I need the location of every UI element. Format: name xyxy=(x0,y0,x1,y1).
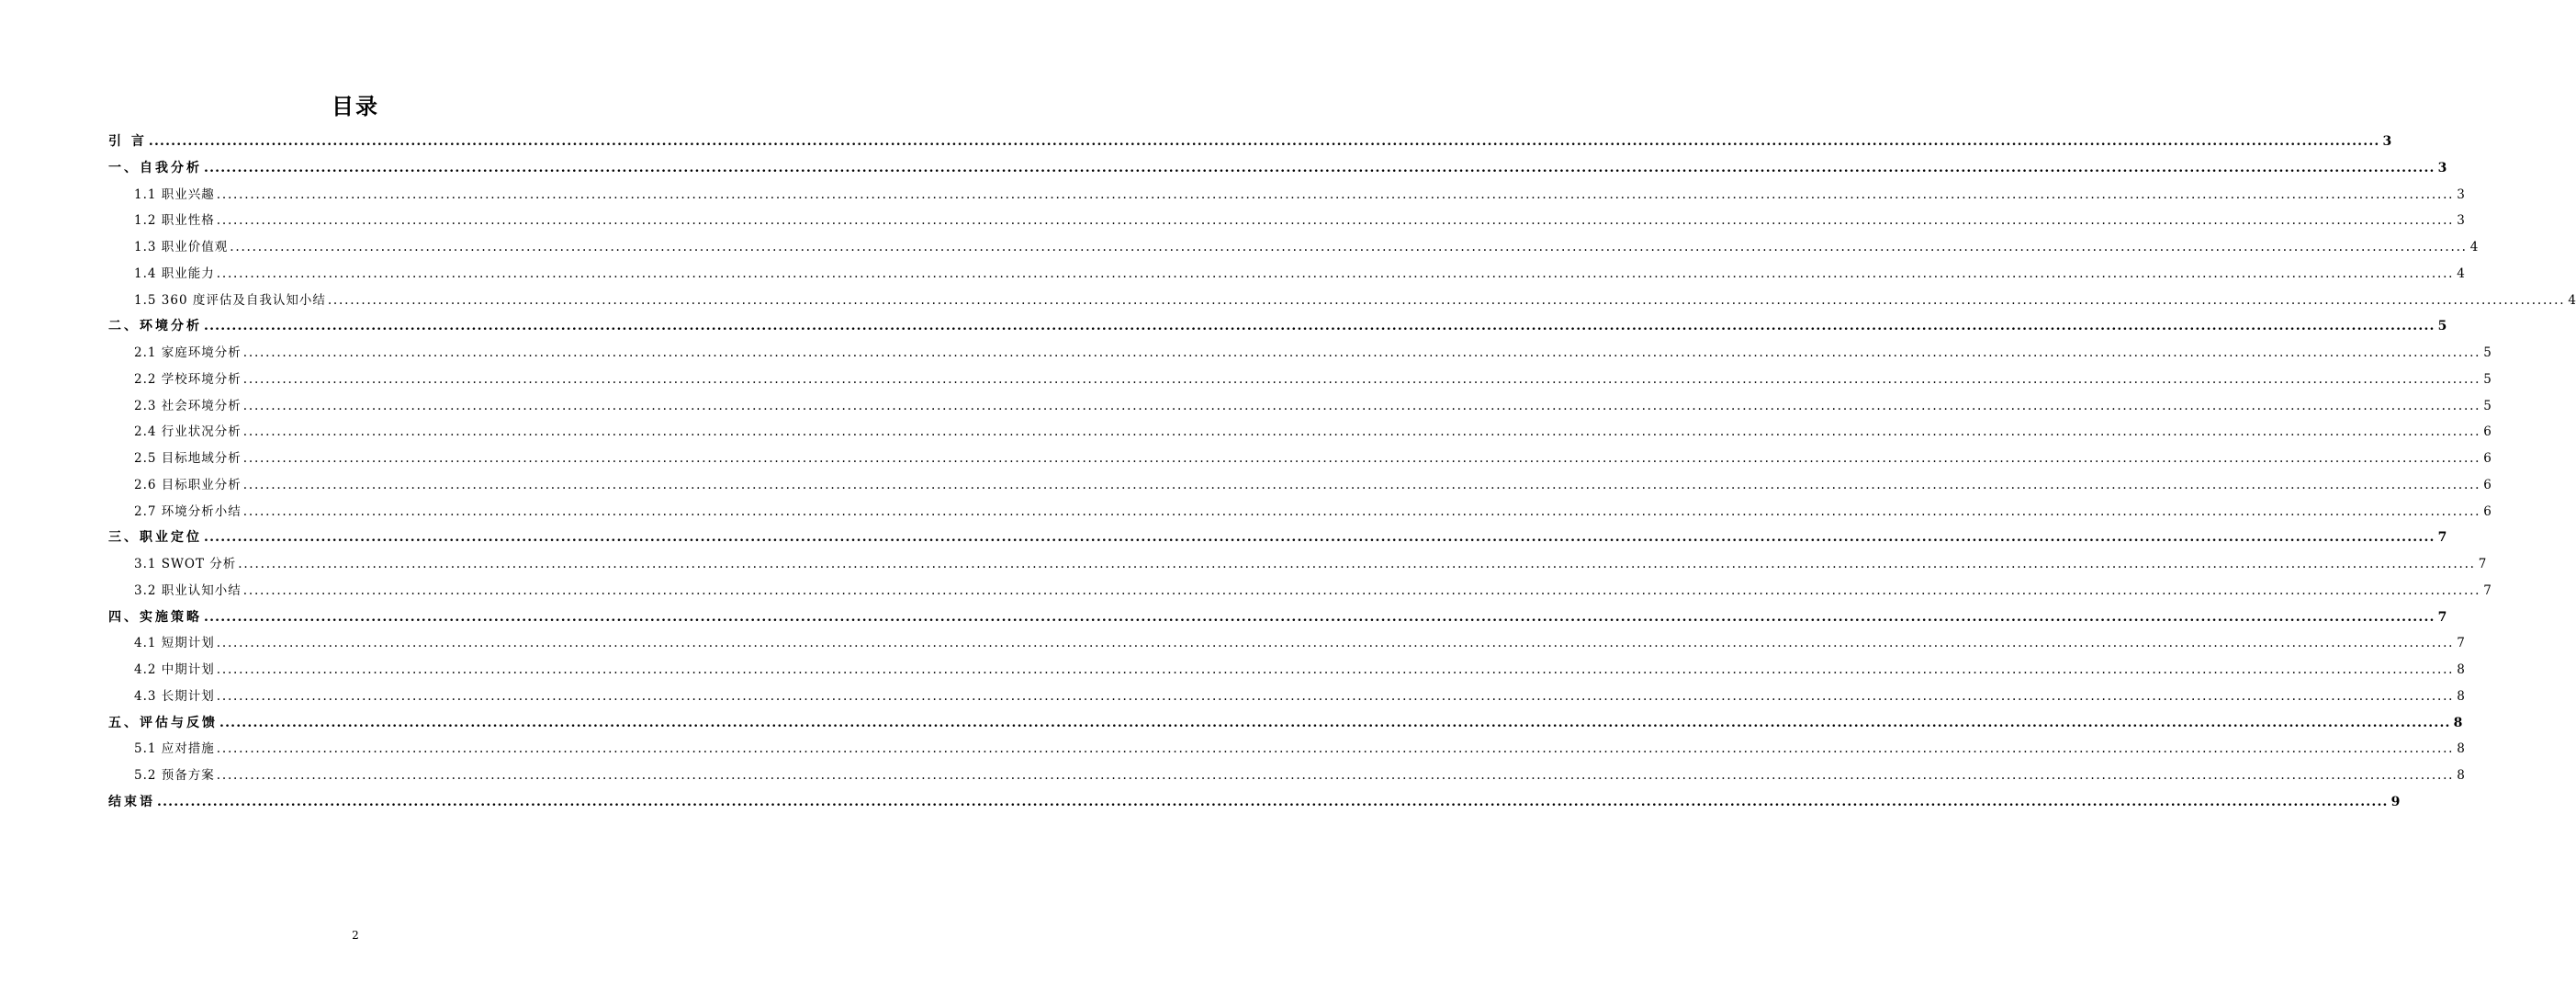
toc-chapter-entry[interactable] xyxy=(108,313,2447,340)
toc-leader-dots: ................................................................................................................................................................................................................................................................................................................................................................................................................ xyxy=(148,134,2380,149)
toc-section-entry[interactable] xyxy=(108,763,2465,789)
toc-entry-page-number: 7 xyxy=(2457,636,2465,651)
toc-section-entry[interactable] xyxy=(108,340,2492,367)
toc-entry-label: 四、实施策略 xyxy=(108,609,202,625)
toc-chapter-entry[interactable] xyxy=(108,155,2447,182)
toc-entry-page-number: 5 xyxy=(2483,398,2492,413)
toc-entry-label: 4.2 中期计划 xyxy=(134,662,215,677)
toc-entry-page-number: 8 xyxy=(2457,768,2465,783)
toc-entry-page-number: 4 xyxy=(2457,266,2465,281)
toc-entry-label: 4.1 短期计划 xyxy=(134,636,215,651)
toc-section-entry[interactable] xyxy=(108,657,2465,684)
toc-leader-dots: ................................................................................................................................................................................................................................................................................................................................................................................................................ xyxy=(216,636,2455,651)
toc-entry-label: 一、自我分析 xyxy=(108,160,202,175)
toc-entry-page-number: 8 xyxy=(2457,662,2465,677)
toc-entry-label: 1.3 职业价值观 xyxy=(134,240,229,254)
toc-leader-dots: ................................................................................................................................................................................................................................................................................................................................................................................................................ xyxy=(204,609,2435,625)
toc-leader-dots: ................................................................................................................................................................................................................................................................................................................................................................................................................ xyxy=(242,582,2481,598)
toc-leader-dots: ................................................................................................................................................................................................................................................................................................................................................................................................................ xyxy=(216,662,2455,677)
toc-entry-label: 1.2 职业性格 xyxy=(134,213,215,229)
toc-entry-label: 三、职业定位 xyxy=(108,530,202,546)
toc-leader-dots: ................................................................................................................................................................................................................................................................................................................................................................................................................ xyxy=(219,715,2451,730)
toc-entry-label: 2.1 家庭环境分析 xyxy=(134,345,242,360)
toc-entry-page-number: 3 xyxy=(2382,134,2392,149)
toc-entry-page-number: 6 xyxy=(2483,477,2492,492)
toc-leader-dots: ................................................................................................................................................................................................................................................................................................................................................................................................................ xyxy=(216,213,2455,229)
toc-entry-label: 二、环境分析 xyxy=(108,319,202,334)
toc-entry-page-number: 6 xyxy=(2483,503,2492,519)
toc-section-entry[interactable] xyxy=(108,393,2492,420)
toc-leader-dots: ................................................................................................................................................................................................................................................................................................................................................................................................................ xyxy=(242,451,2481,466)
toc-entry-label: 1.1 职业兴趣 xyxy=(134,187,215,202)
toc-leader-dots: ................................................................................................................................................................................................................................................................................................................................................................................................................ xyxy=(204,160,2435,175)
toc-chapter-entry[interactable] xyxy=(108,710,2463,737)
toc-entry-label: 5.1 应对措施 xyxy=(134,741,215,757)
toc-entry-label: 3.2 职业认知小结 xyxy=(134,582,242,598)
toc-leader-dots: ................................................................................................................................................................................................................................................................................................................................................................................................................ xyxy=(242,345,2481,360)
toc-entry-label: 1.4 职业能力 xyxy=(134,266,215,281)
toc-entry-page-number: 7 xyxy=(2437,530,2447,546)
toc-entry-label: 2.6 目标职业分析 xyxy=(134,477,242,492)
toc-entry-page-number: 8 xyxy=(2457,688,2465,704)
toc-entry-page-number: 8 xyxy=(2453,715,2463,730)
toc-entry-label: 引 言 xyxy=(108,134,147,149)
toc-entry-page-number: 3 xyxy=(2437,160,2447,175)
toc-section-entry[interactable] xyxy=(108,736,2465,763)
toc-section-entry[interactable] xyxy=(108,261,2465,288)
toc-entry-label: 4.3 长期计划 xyxy=(134,688,215,704)
toc-section-entry[interactable] xyxy=(108,234,2479,261)
toc-entry-page-number: 5 xyxy=(2483,345,2492,360)
table-of-contents xyxy=(108,129,2576,816)
toc-entry-label: 5.2 预备方案 xyxy=(134,768,215,783)
toc-leader-dots: ................................................................................................................................................................................................................................................................................................................................................................................................................ xyxy=(204,530,2435,546)
toc-entry-label: 2.3 社会环境分析 xyxy=(134,398,242,413)
toc-leader-dots: ................................................................................................................................................................................................................................................................................................................................................................................................................ xyxy=(216,741,2455,757)
toc-entry-page-number: 4 xyxy=(2469,240,2479,254)
toc-chapter-entry[interactable] xyxy=(108,789,2401,816)
toc-section-entry[interactable] xyxy=(108,684,2465,710)
toc-entry-page-number: 7 xyxy=(2478,557,2487,571)
toc-section-entry[interactable] xyxy=(108,182,2465,209)
toc-entry-label: 结束语 xyxy=(108,794,155,809)
toc-leader-dots: ................................................................................................................................................................................................................................................................................................................................................................................................................ xyxy=(327,292,2566,308)
toc-section-entry[interactable] xyxy=(108,419,2492,446)
toc-leader-dots: ................................................................................................................................................................................................................................................................................................................................................................................................................ xyxy=(242,503,2481,519)
toc-section-entry[interactable] xyxy=(108,288,2576,314)
toc-chapter-entry[interactable] xyxy=(108,525,2447,551)
toc-entry-label: 2.2 学校环境分析 xyxy=(134,371,242,387)
toc-leader-dots: ................................................................................................................................................................................................................................................................................................................................................................................................................ xyxy=(242,477,2481,492)
toc-leader-dots: ................................................................................................................................................................................................................................................................................................................................................................................................................ xyxy=(216,266,2455,281)
toc-chapter-entry[interactable] xyxy=(108,129,2392,155)
toc-entry-page-number: 5 xyxy=(2437,319,2447,334)
toc-leader-dots: ................................................................................................................................................................................................................................................................................................................................................................................................................ xyxy=(216,768,2455,783)
toc-leader-dots: ................................................................................................................................................................................................................................................................................................................................................................................................................ xyxy=(230,240,2468,254)
toc-section-entry[interactable] xyxy=(108,446,2492,472)
toc-chapter-entry[interactable] xyxy=(108,605,2447,631)
toc-entry-page-number: 4 xyxy=(2568,292,2576,308)
toc-leader-dots: ................................................................................................................................................................................................................................................................................................................................................................................................................ xyxy=(216,187,2455,202)
toc-section-entry[interactable] xyxy=(108,578,2492,605)
toc-entry-page-number: 7 xyxy=(2483,582,2492,598)
toc-entry-page-number: 3 xyxy=(2457,213,2465,229)
toc-entry-page-number: 6 xyxy=(2483,424,2492,440)
toc-entry-label: 2.7 环境分析小结 xyxy=(134,503,242,519)
toc-entry-page-number: 3 xyxy=(2457,187,2465,202)
toc-entry-label: 2.5 目标地域分析 xyxy=(134,451,242,466)
toc-section-entry[interactable] xyxy=(108,208,2465,234)
toc-entry-label: 2.4 行业状况分析 xyxy=(134,424,242,440)
page-title: 目录 xyxy=(332,94,379,119)
toc-leader-dots: ................................................................................................................................................................................................................................................................................................................................................................................................................ xyxy=(216,688,2455,704)
toc-section-entry[interactable] xyxy=(108,630,2465,657)
toc-section-entry[interactable] xyxy=(108,551,2487,578)
toc-leader-dots: ................................................................................................................................................................................................................................................................................................................................................................................................................ xyxy=(242,398,2481,413)
page-number: 2 xyxy=(352,929,359,942)
toc-entry-label: 3.1 SWOT 分析 xyxy=(134,557,237,571)
toc-section-entry[interactable] xyxy=(108,367,2492,393)
toc-entry-label: 五、评估与反馈 xyxy=(108,715,218,730)
toc-entry-page-number: 7 xyxy=(2437,609,2447,625)
toc-entry-page-number: 6 xyxy=(2483,451,2492,466)
toc-section-entry[interactable] xyxy=(108,472,2492,499)
toc-section-entry[interactable] xyxy=(108,499,2492,526)
toc-leader-dots: ................................................................................................................................................................................................................................................................................................................................................................................................................ xyxy=(157,794,2389,809)
toc-entry-page-number: 5 xyxy=(2483,371,2492,387)
toc-leader-dots: ................................................................................................................................................................................................................................................................................................................................................................................................................ xyxy=(242,424,2481,440)
toc-entry-page-number: 9 xyxy=(2390,794,2401,809)
toc-entry-label: 1.5 360 度评估及自我认知小结 xyxy=(134,292,326,308)
toc-leader-dots: ................................................................................................................................................................................................................................................................................................................................................................................................................ xyxy=(242,371,2481,387)
toc-leader-dots: ................................................................................................................................................................................................................................................................................................................................................................................................................ xyxy=(238,557,2476,571)
toc-leader-dots: ................................................................................................................................................................................................................................................................................................................................................................................................................ xyxy=(204,319,2435,334)
toc-entry-page-number: 8 xyxy=(2457,741,2465,757)
